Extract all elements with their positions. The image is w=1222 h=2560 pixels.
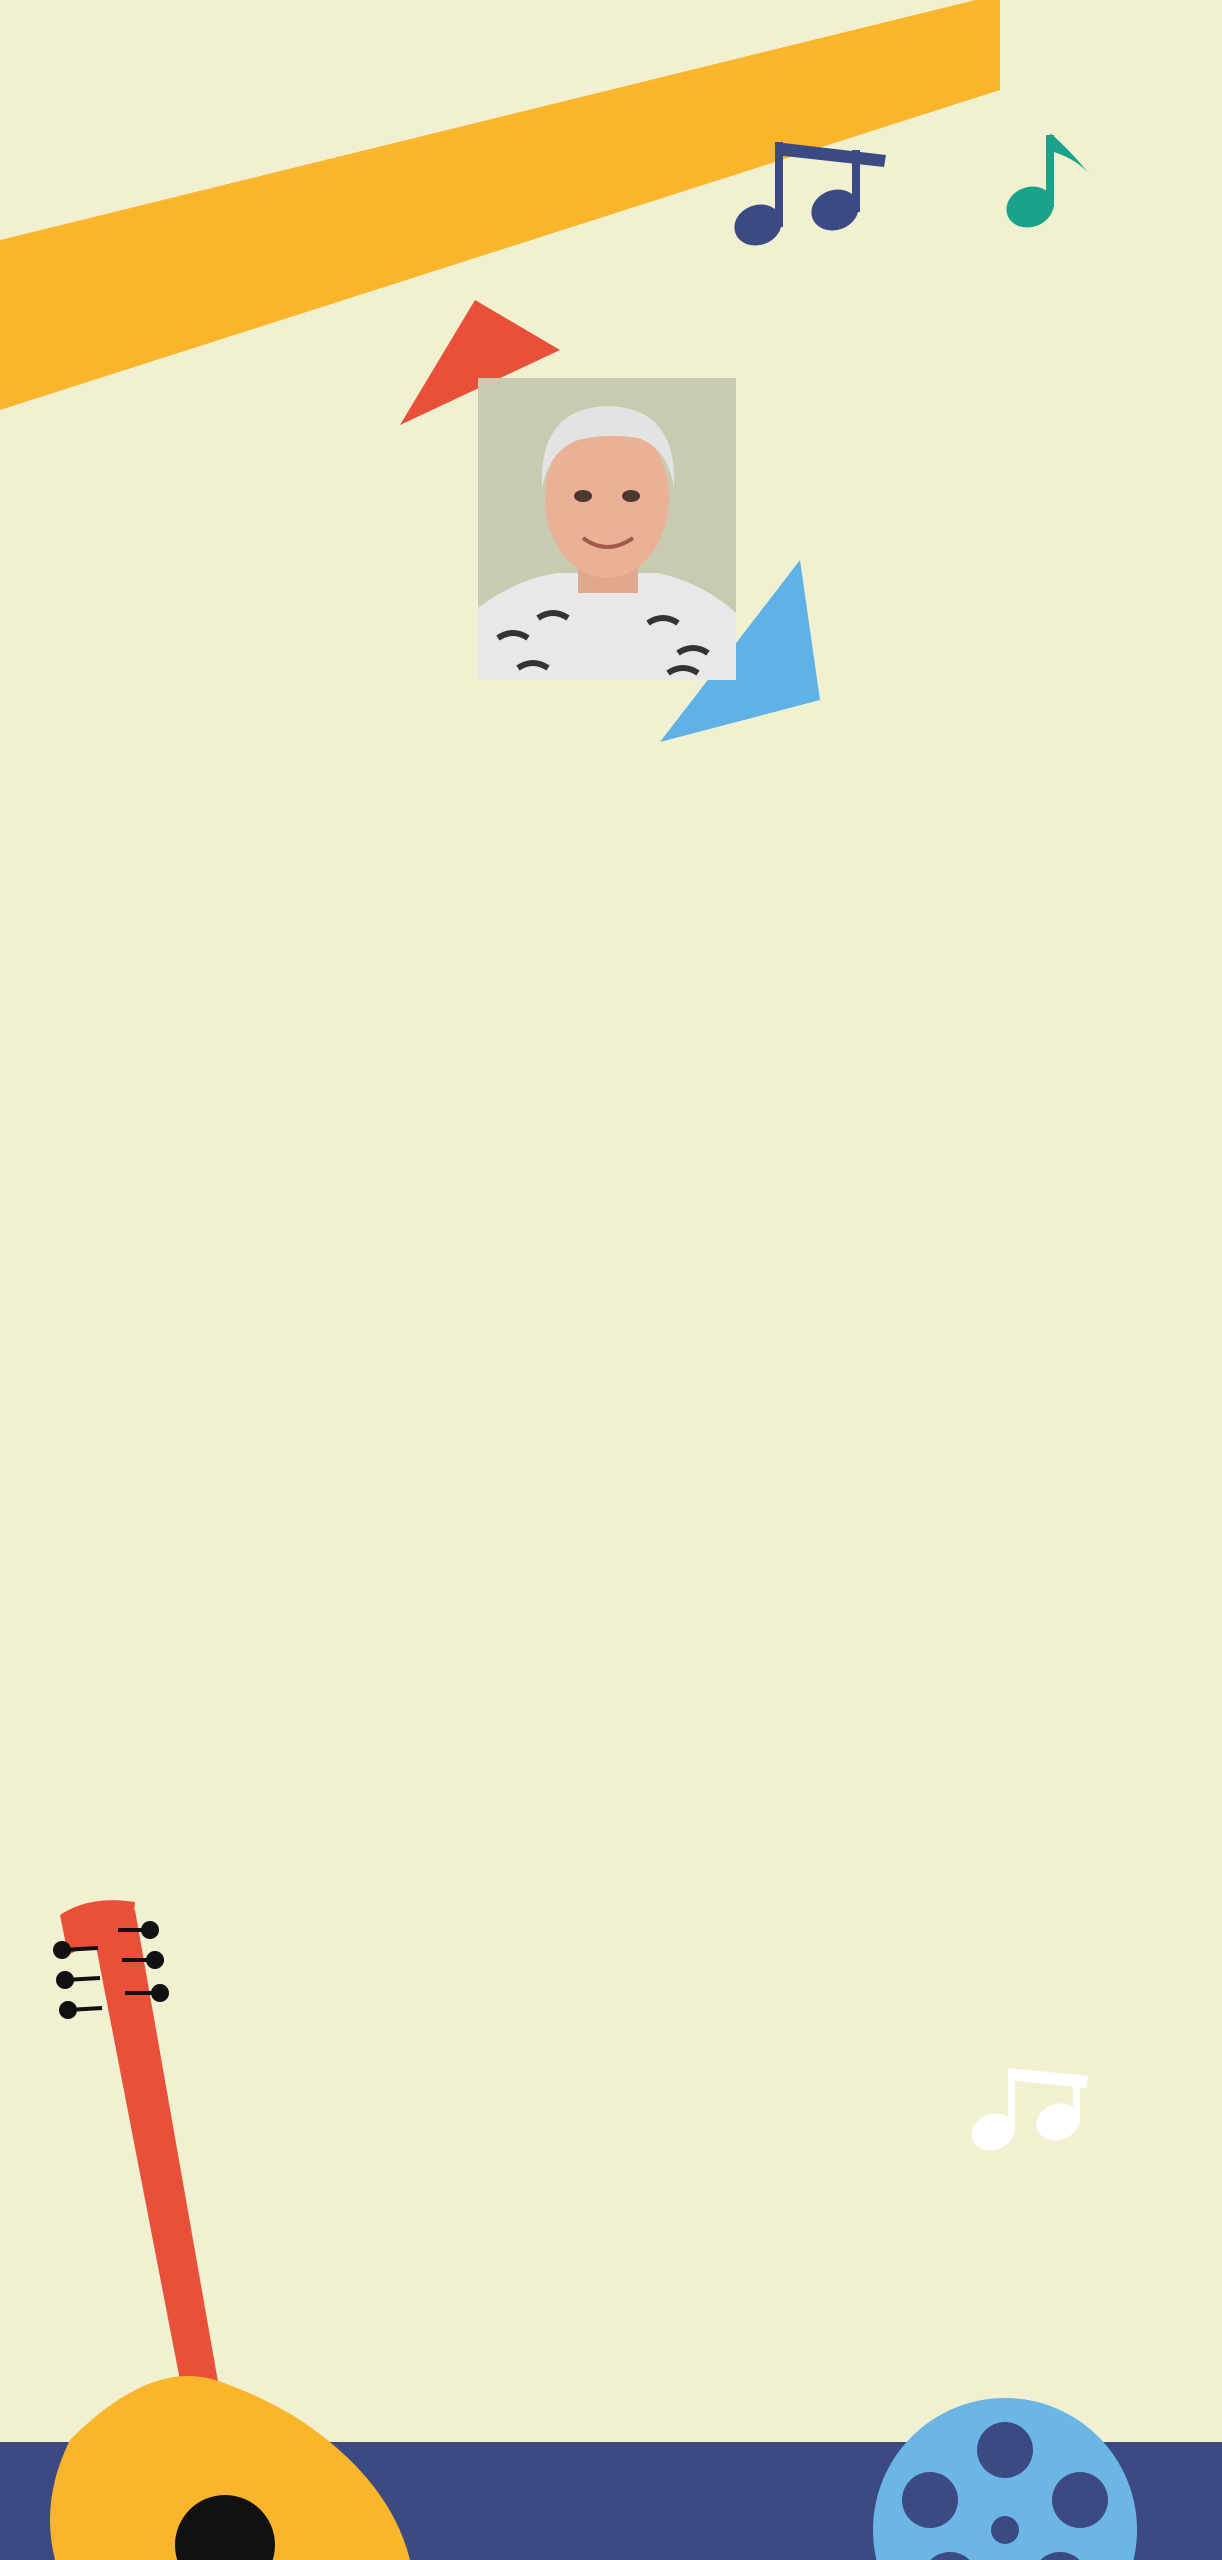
film-reel-icon bbox=[873, 2398, 1137, 2560]
music-note-icon bbox=[1001, 133, 1090, 234]
music-note-icon bbox=[966, 2068, 1088, 2156]
portrait-photo bbox=[478, 378, 736, 680]
